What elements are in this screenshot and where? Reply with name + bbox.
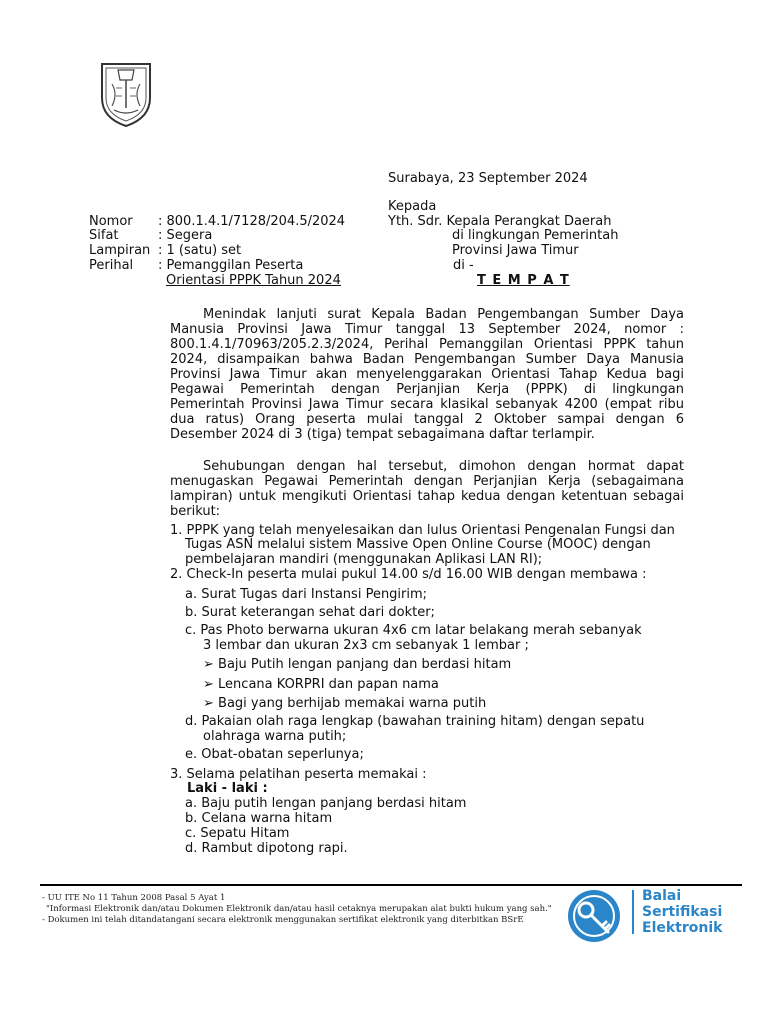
paragraph-line: Manusia Provinsi Jawa Timur tanggal 13 September 2024, nomor :	[170, 322, 684, 337]
list-item-1-line1: 1. PPPK yang telah menyelesaikan dan lulus Orientasi Pengenalan Fungsi dan	[170, 523, 675, 538]
paragraph-line: Sehubungan dengan hal tersebut, dimohon dengan hormat dapat	[203, 459, 684, 474]
list-item-3a: a. Baju putih lengan panjang berdasi hitam	[185, 796, 467, 811]
list-item-2d-line1: d. Pakaian olah raga lengkap (bawahan training hitam) dengan sepatu	[185, 714, 645, 729]
list-item-2: 2. Check-In peserta mulai pukul 14.00 s/d 16.00 WIB dengan membawa :	[170, 567, 647, 582]
arrow-bullet-icon: ➢	[203, 677, 214, 692]
list-item-3: 3. Selama pelatihan peserta memakai :	[170, 767, 427, 782]
meta-label-nomor: Nomor	[89, 214, 133, 229]
meta-label-lampiran: Lampiran	[89, 243, 151, 258]
bullet-item	[203, 696, 486, 711]
paragraph-line: Menindak lanjuti surat Kepala Badan Pengembangan Sumber Daya	[203, 307, 684, 322]
addressee-line1: Yth. Sdr. Kepala Perangkat Daerah	[388, 214, 612, 229]
arrow-bullet-icon: ➢	[203, 657, 214, 672]
bsre-divider	[632, 890, 634, 934]
list-item-1-line3: pembelajaran mandiri (menggunakan Aplikasi LAN RI);	[185, 552, 543, 567]
addressee-line4: di -	[453, 258, 474, 273]
bsre-logo-icon	[564, 886, 628, 946]
bsre-text-line: Sertifikasi	[642, 904, 723, 920]
list-item-2e: e. Obat-obatan seperlunya;	[185, 747, 364, 762]
bsre-text	[642, 888, 722, 936]
bsre-text-line: Elektronik	[642, 920, 723, 936]
list-item-3c: c. Sepatu Hitam	[185, 826, 290, 841]
list-item-2a: a. Surat Tugas dari Instansi Pengirim;	[185, 587, 428, 602]
letter-date: Surabaya, 23 September 2024	[388, 171, 588, 186]
meta-value-nomor: : 800.1.4.1/7128/204.5/2024	[158, 214, 346, 229]
meta-value-perihal: : Pemanggilan Peserta	[158, 258, 304, 273]
addressee-tempat: T E M P A T	[477, 273, 570, 288]
bullet-text: Lencana KORPRI dan papan nama	[218, 677, 439, 692]
bullet-item	[203, 657, 511, 672]
meta-value-sifat: : Segera	[158, 228, 213, 243]
list-item-2c-line2: 3 lembar dan ukuran 2x3 cm sebanyak 1 lembar ;	[203, 638, 529, 653]
meta-label-sifat: Sifat	[89, 228, 119, 243]
bullet-text: Bagi yang berhijab memakai warna putih	[218, 696, 487, 711]
addressee-line3: Provinsi Jawa Timur	[452, 243, 579, 258]
paragraph-line: dua ratus) Orang peserta mulai tanggal 2 Oktober sampai dengan 6	[170, 412, 684, 427]
bsre-text-line: Balai	[642, 888, 682, 904]
paragraph-line: 2024, disampaikan bahwa Badan Pengembangan Sumber Daya Manusia	[170, 352, 684, 367]
addressee-line2: di lingkungan Pemerintah	[452, 228, 619, 243]
list-item-3-heading: Laki - laki :	[187, 781, 268, 796]
meta-value-lampiran: : 1 (satu) set	[158, 243, 242, 258]
list-item-1-line2: Tugas ASN melalui sistem Massive Open Online Course (MOOC) dengan	[185, 537, 651, 552]
addressee-kepada: Kepada	[388, 199, 437, 214]
list-item-2c-line1: c. Pas Photo berwarna ukuran 4x6 cm latar belakang merah sebanyak	[185, 623, 642, 638]
paragraph-line: 800.1.4.1/70963/205.2.3/2024, Perihal Pemanggilan Orientasi PPPK tahun	[170, 337, 684, 352]
meta-perihal-line2: Orientasi PPPK Tahun 2024	[166, 273, 341, 288]
paragraph-line: menugaskan Pegawai Pemerintah dengan Perjanjian Kerja (sebagaimana	[170, 474, 684, 489]
arrow-bullet-icon: ➢	[203, 696, 214, 711]
paragraph-line: Desember 2024 di 3 (tiga) tempat sebagaimana daftar terlampir.	[170, 427, 595, 442]
footer-line2: "Informasi Elektronik dan/atau Dokumen Elektronik dan/atau hasil cetaknya merupakan alat bukti hukum yang sah."	[46, 904, 552, 914]
paragraph-line: lampiran) untuk mengikuti Orientasi tahap kedua dengan ketentuan sebagai	[170, 489, 684, 504]
paragraph-line: Provinsi Jawa Timur akan menyelenggarakan Orientasi Tahap Kedua bagi	[170, 367, 684, 382]
bullet-text: Baju Putih lengan panjang dan berdasi hitam	[218, 657, 512, 672]
paragraph-line: Pegawai Pemerintah dengan Perjanjian Kerja (PPPK) di lingkungan	[170, 382, 684, 397]
list-item-2b: b. Surat keterangan sehat dari dokter;	[185, 605, 435, 620]
province-emblem-logo	[98, 58, 154, 128]
footer-line3: - Dokumen ini telah ditandatangani secara elektronik menggunakan sertifikat elektronik yang diterbitkan BSrE	[42, 915, 524, 925]
list-item-2d-line2: olahraga warna putih;	[203, 729, 347, 744]
paragraph-line: Pemerintah Provinsi Jawa Timur secara klasikal sebanyak 4200 (empat ribu	[170, 397, 684, 412]
bullet-item	[203, 677, 439, 692]
paragraph-line: berikut:	[170, 504, 221, 519]
paragraph-2	[170, 459, 684, 519]
list-item-3b: b. Celana warna hitam	[185, 811, 333, 826]
footer-divider	[40, 884, 742, 886]
meta-label-perihal: Perihal	[89, 258, 134, 273]
footer-line1: - UU ITE No 11 Tahun 2008 Pasal 5 Ayat 1	[42, 893, 226, 903]
list-item-3d: d. Rambut dipotong rapi.	[185, 841, 348, 856]
paragraph-1	[170, 307, 684, 442]
